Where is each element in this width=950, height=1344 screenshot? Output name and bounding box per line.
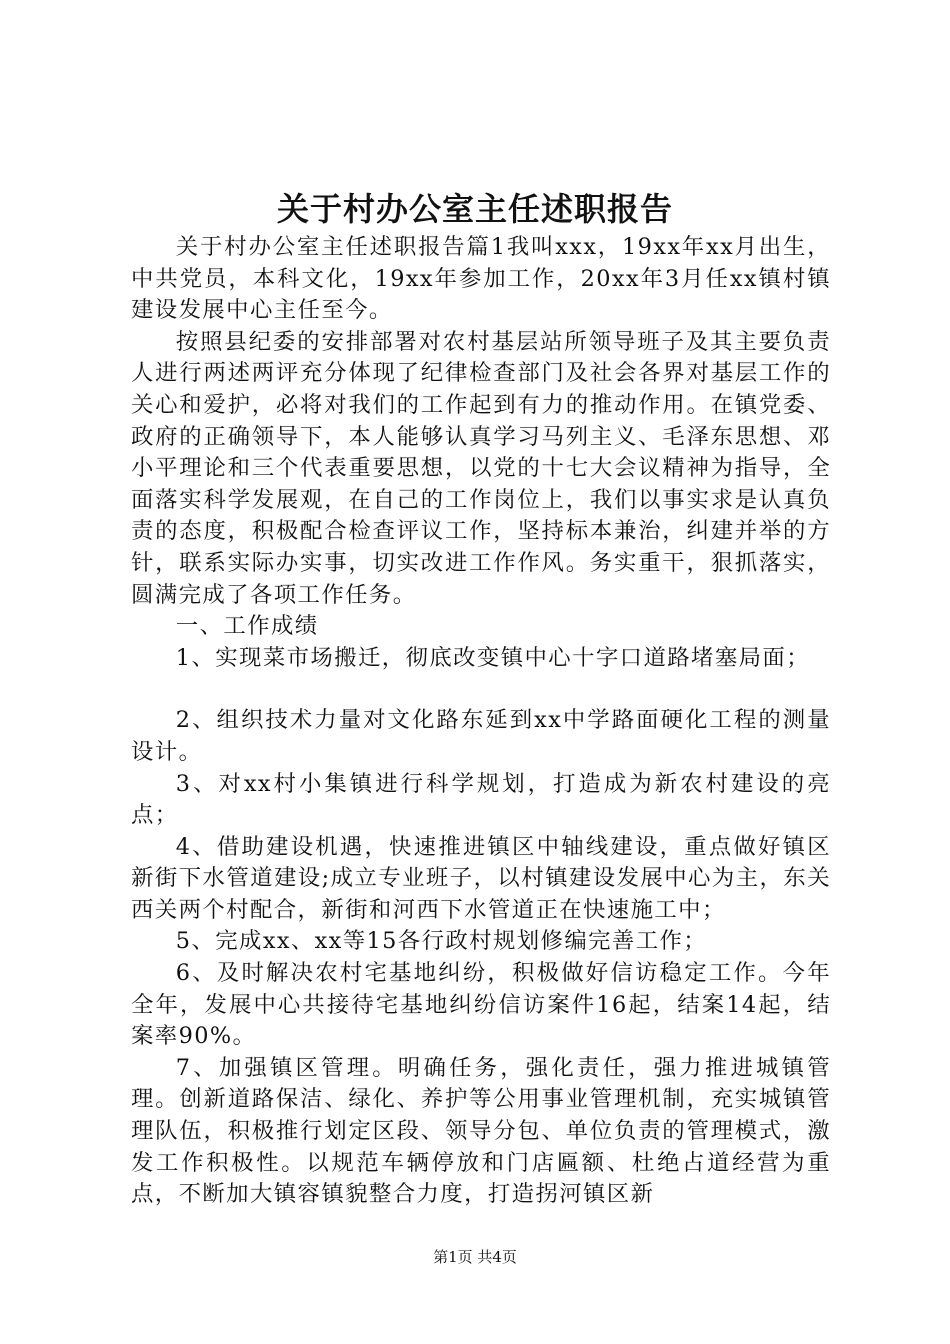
section-heading: 一、工作成绩	[175, 613, 319, 640]
list-item: 6、及时解决农村宅基地纠纷，积极做好信访稳定工作。今年全年，发展中心共接待宅基地纠纷信访案件16起，结案14起，结案率90%。	[131, 960, 831, 1050]
blank-line	[131, 674, 831, 705]
list-item: 3、对xx村小集镇进行科学规划，打造成为新农村建设的亮点；	[131, 770, 831, 829]
document-title: 关于村办公室主任述职报告	[276, 190, 673, 228]
list-item: 2、组织技术力量对文化路东延到xx中学路面硬化工程的测量设计。	[131, 707, 831, 765]
list-item: 5、完成xx、xx等15各行政村规划修编完善工作；	[175, 928, 708, 955]
paragraph-intro: 关于村办公室主任述职报告篇1我叫xxx，19xx年xx月出生，中共党员，本科文化，19xx年参加工作，20xx年3月任xx镇村镇建设发展中心主任至今。	[131, 234, 831, 324]
page-footer: 第1页 共4页	[433, 1248, 517, 1266]
list-item: 7、加强镇区管理。明确任务，强化责任，强力推进城镇管理。创新道路保洁、绿化、养护等公用事业管理机制，充实城镇管理队伍，积极推行划定区段、领导分包、单位负责的管理模式，激发工作积极性。以规范车辆停放和门店匾额、杜绝占道经营为重点，不断加大镇容镇貌整合力度，打造拐河镇区新	[131, 1054, 831, 1208]
document-body	[131, 232, 831, 1211]
paragraph-background: 按照县纪委的安排部署对农村基层站所领导班子及其主要负责人进行两述两评充分体现了纪律检查部门及社会各界对基层工作的关心和爱护，必将对我们的工作起到有力的推动作用。在镇党委、政府的正确领导下，本人能够认真学习马列主义、毛泽东思想、邓小平理论和三个代表重要思想，以党的十七大会议精神为指导，全面落实科学发展观，在自己的工作岗位上，我们以事实求是认真负责的态度，积极配合检查评议工作，坚持标本兼治，纠建并举的方针，联系实际办实事，切实改进工作作风。务实重干，狠抓落实，圆满完成了各项工作任务。	[131, 328, 831, 608]
list-item: 4、借助建设机遇，快速推进镇区中轴线建设，重点做好镇区新街下水管道建设;成立专业班子，以村镇建设发展中心为主，东关西关两个村配合，新街和河西下水管道正在快速施工中；	[131, 833, 831, 923]
list-item: 1、实现菜市场搬迁，彻底改变镇中心十字口道路堵塞局面；	[175, 644, 810, 671]
